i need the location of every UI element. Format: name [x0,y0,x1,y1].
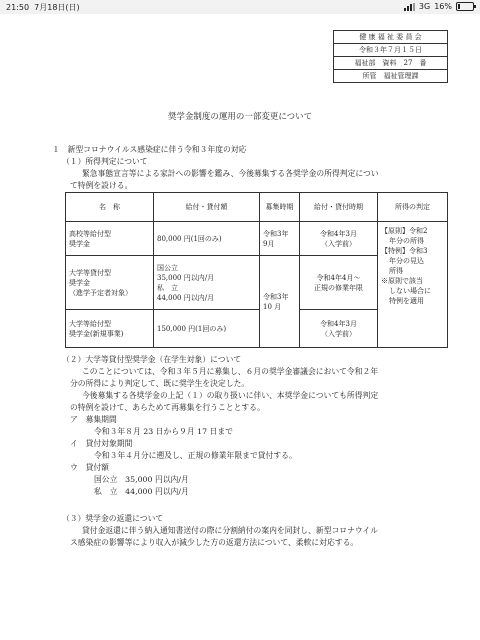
status-time: 21:50 [6,3,30,12]
cell-timing: 令和4年4月～ 正規の修業年限 [300,256,378,310]
cell-amount: 80,000 円(1回のみ) [154,222,260,256]
cell-amount: 150,000 円(1回のみ) [154,310,260,348]
header-recruit: 募集時期 [260,193,300,222]
subsection-2-body-line: 分の所得により判定して、既に奨学生を決定した。 [70,379,250,388]
header-judgment: 所得の判定 [378,193,448,222]
network-type: 3G [418,2,431,11]
item-a-line: 令和３年８月 23 日から９月 17 日まで [94,427,233,436]
header-timing: 給付・貸付時期 [300,193,378,222]
stamp-department: 所管 福祉管理課 [362,72,419,80]
item-a-label: ア 募集期間 [70,415,117,424]
document-stamp-box [333,30,448,83]
section-1-heading: １ 新型コロナウイルス感染症に伴う令和３年度の対応 [52,145,247,154]
cell-name: 大学等給付型 奨学金(新規事業) [66,310,154,348]
scholarship-table [65,192,448,348]
document-title: 奨学金制度の運用の一部変更について [167,112,313,122]
subsection-3-body-line: 貸付金返還に伴う納入通知書送付の際に分割納付の案内を同封し、新型コロナウイル [82,526,379,535]
stamp-date: 令和３年７月１５日 [334,44,447,57]
cell-timing: 令和4年3月 （入学前） [300,222,378,256]
header-name: 名 称 [66,193,154,222]
table-row [66,222,448,256]
battery-icon [456,2,474,11]
item-c-line: 国公立 35,000 円以内/月 [94,475,189,484]
stamp-committee: 健 康 福 祉 委 員 会 [334,31,447,44]
status-indicators [404,2,474,11]
stamp-material-no: 福祉部 資料 27 番 [334,57,447,70]
status-time-date [6,2,80,13]
table-header-row [66,193,448,222]
cell-amount: 国公立 35,000 円以内/月 私 立 44,000 円以内/月 [154,256,260,310]
cell-name: 大学等貸付型 奨学金 （進学予定者対象） [66,256,154,310]
battery-percent: 16% [434,2,452,11]
header-amount: 給付・貸付額 [154,193,260,222]
subsection-2-body-line: 今後募集する各奨学金の上記（１）の取り扱いに伴い、本奨学金についても所得判定 [82,391,379,400]
item-b-label: イ 貸付対象期間 [70,439,133,448]
item-b-line: 令和３年４月分に遡及し、正規の修業年限まで貸付する。 [94,451,297,460]
subsection-3-heading: （３）奨学金の返還について [62,514,164,523]
cell-name: 高校等給付型 奨学金 [66,222,154,256]
subsection-1-body-line: 緊急事態宣言等による家計への影響を鑑み、今後募集する各奨学金の所得判定につい [82,169,379,178]
subsection-2-body-line: このことについては、令和３年５月に募集し、６月の奨学金審議会において令和２年 [82,367,379,376]
cell-recruit: 令和3年 9月 [260,222,300,256]
cell-judgment: 【原則】令和2 年分の所得 【特例】令和3 年分の見込 所得 ※原則で該当 しない場合に 特例を適用 [378,222,448,348]
item-c-line: 私 立 44,000 円以内/月 [94,487,189,496]
subsection-1-heading: （１）所得判定について [62,157,148,166]
cell-timing: 令和4年3月 （入学前） [300,310,378,348]
signal-icon [404,3,415,11]
status-date: 7月18日(日) [34,3,80,12]
item-c-label: ウ 貸付額 [70,463,109,472]
subsection-3-body-line: ス感染症の影響等により収入が減少した方の返還方法について、柔軟に対応する。 [70,538,359,547]
subsection-1-body-line: て特例を設ける。 [70,181,133,190]
subsection-2-body-line: の特例を設けて、あらためて再募集を行うこととする。 [70,403,265,412]
subsection-2-heading: （２）大学等貸付型奨学金（在学生対象）について [62,355,242,364]
cell-recruit: 令和3年 10 月 [260,256,300,348]
status-bar [0,0,480,14]
